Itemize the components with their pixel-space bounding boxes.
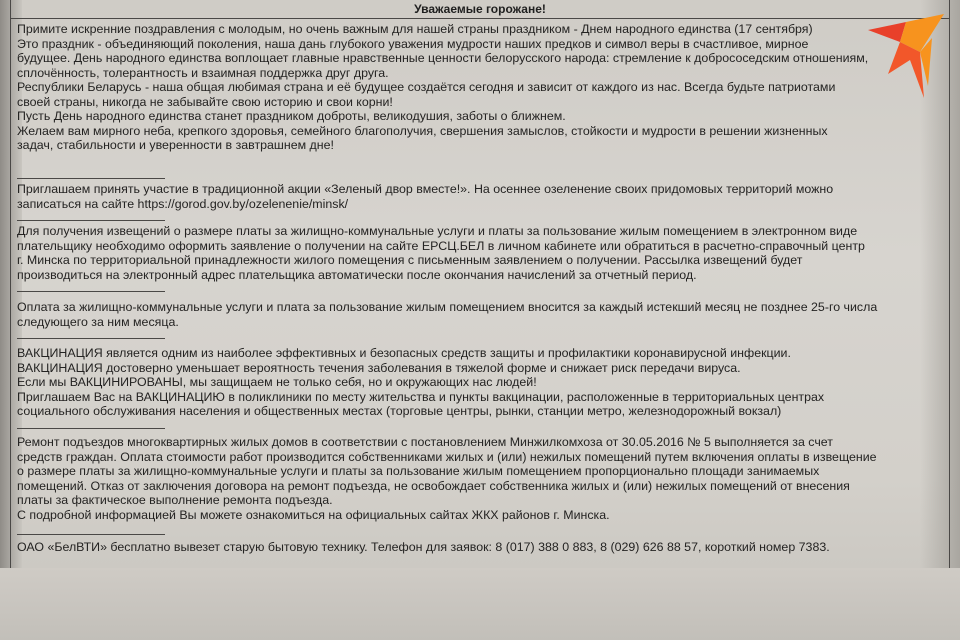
section-divider xyxy=(17,338,165,339)
section-divider xyxy=(17,220,165,221)
greeting-line: Республики Беларусь - наша общая любимая страна и её будущее создаётся сегодня и зависит от каждого из нас. Всегда будьте патриотами xyxy=(17,80,836,94)
greeting-line: задач, стабильности и уверенности в завтрашнем дне! xyxy=(17,138,334,152)
bird-logo-icon xyxy=(866,12,946,100)
vaccination-line: ВАКЦИНАЦИЯ является одним из наиболее эффективных и безопасных средств защиты и профилактики коронавирусной инфекции. xyxy=(17,346,791,360)
title-divider xyxy=(11,18,949,19)
paper-bottom-area xyxy=(0,568,960,640)
repair-line: Ремонт подъездов многоквартирных жилых домов в соответствии с постановлением Минжилкомхоза от 30.05.2016 № 5 выполняется за счет xyxy=(17,435,833,449)
document-title: Уважаемые горожане! xyxy=(414,2,546,16)
vaccination-line: Если мы ВАКЦИНИРОВАНЫ, мы защищаем не только себя, но и окружающих нас людей! xyxy=(17,375,537,389)
payment-section xyxy=(17,300,941,329)
repair-line: помещений. Отказ от заключения договора на ремонт подъезда, не освобождает собственника жилых и (или) нежилых помещений от внесения xyxy=(17,478,850,493)
greeting-line: Пусть День народного единства станет праздником доброты, великодушия, заботы о ближнем. xyxy=(17,109,566,123)
green-yard-section xyxy=(17,182,941,211)
belvti-section xyxy=(17,540,941,555)
e-notices-line: производиться на электронный адрес плательщика автоматически после окончания начислений за отчетный период. xyxy=(17,267,697,282)
e-notices-line: плательщику необходимо оформить заявление о получении на сайте ЕРСЦ.БЕЛ в личном кабинете или обратиться в расчетно-справочный центр xyxy=(17,238,865,253)
greeting-line: будущее. День народного единства воплощает главные нравственные ценности белорусского народа: стремление к добрососедским отношениям, xyxy=(17,51,869,65)
greeting-line: Желаем вам мирного неба, крепкого здоровья, семейного благополучия, свершения замыслов, стойкости и мудрости в решении жизненных xyxy=(17,123,828,138)
greeting-line: Примите искренние поздравления с молодым, но очень важным для нашей страны праздником - Днем народного единства (17 сентября) xyxy=(17,22,813,36)
e-notices-line: г. Минска по территориальной принадлежности жилого помещения с письменным заявлением о получении. Рассылка извещений будет xyxy=(17,253,803,267)
vaccination-section xyxy=(17,346,941,419)
repair-line: С подробной информацией Вы можете ознакомиться на официальных сайтах ЖКХ районов г. Минска. xyxy=(17,507,610,522)
vaccination-line: ВАКЦИНАЦИЯ достоверно уменьшает вероятность течения заболевания в тяжелой форме и снижает риск передачи вируса. xyxy=(17,360,741,375)
greeting-section xyxy=(17,22,941,153)
vaccination-line: социального обслуживания населения и общественных местах (торговые центры, рынки, станции метро, железнодорожный вокзал) xyxy=(17,404,782,418)
e-notices-line: Для получения извещений о размере платы за жилищно-коммунальные услуги и платы за пользование жилым помещением в электронном виде xyxy=(17,224,858,238)
payment-line: Оплата за жилищно-коммунальные услуги и плата за пользование жилым помещением вносится за каждый истекший месяц не позднее 25-го числа xyxy=(17,300,878,314)
repair-line: платы за фактическое выполнение ремонта подъезда. xyxy=(17,493,333,507)
green-yard-line: записаться на сайте https://gorod.gov.by/ozelenenie/minsk/ xyxy=(17,196,349,211)
e-notices-section xyxy=(17,224,941,282)
vaccination-line: Приглашаем Вас на ВАКЦИНАЦИЮ в поликлиники по месту жительства и пункты вакцинации, расположенные в территориальных центрах xyxy=(17,389,825,404)
belvti-line: ОАО «БелВТИ» бесплатно вывезет старую бытовую технику. Телефон для заявок: 8 (017) 388 0 883, 8 (029) 626 88 57, короткий номер 7383. xyxy=(17,540,830,554)
repair-line: о размере платы за жилищно-коммунальные услуги и платы за пользование жилым помещением пропорционально площади занимаемых xyxy=(17,464,820,478)
section-divider xyxy=(17,428,165,429)
section-divider xyxy=(17,534,165,535)
green-yard-line: Приглашаем принять участие в традиционной акции «Зеленый двор вместе!». На осеннее озеленение своих придомовых территорий можно xyxy=(17,182,834,196)
section-divider xyxy=(17,178,165,179)
greeting-line: сплочённость, толерантность и взаимная поддержка друг друга. xyxy=(17,65,389,80)
logo-wing-top xyxy=(868,22,906,42)
payment-line: следующего за ним месяца. xyxy=(17,314,179,329)
notice-sheet xyxy=(10,0,950,569)
greeting-line: Это праздник - объединяющий поколения, наша дань глубокого уважения мудрости наших предков и символ веры в счастливое, мирное xyxy=(17,36,809,51)
repair-line: средств граждан. Оплата стоимости работ производится собственниками жилых и (или) нежилых помещений путем включения оплаты в извещение xyxy=(17,449,877,464)
section-divider xyxy=(17,291,165,292)
greeting-line: своей страны, никогда не забывайте свою историю и свои корни! xyxy=(17,94,393,109)
repair-section xyxy=(17,435,941,522)
